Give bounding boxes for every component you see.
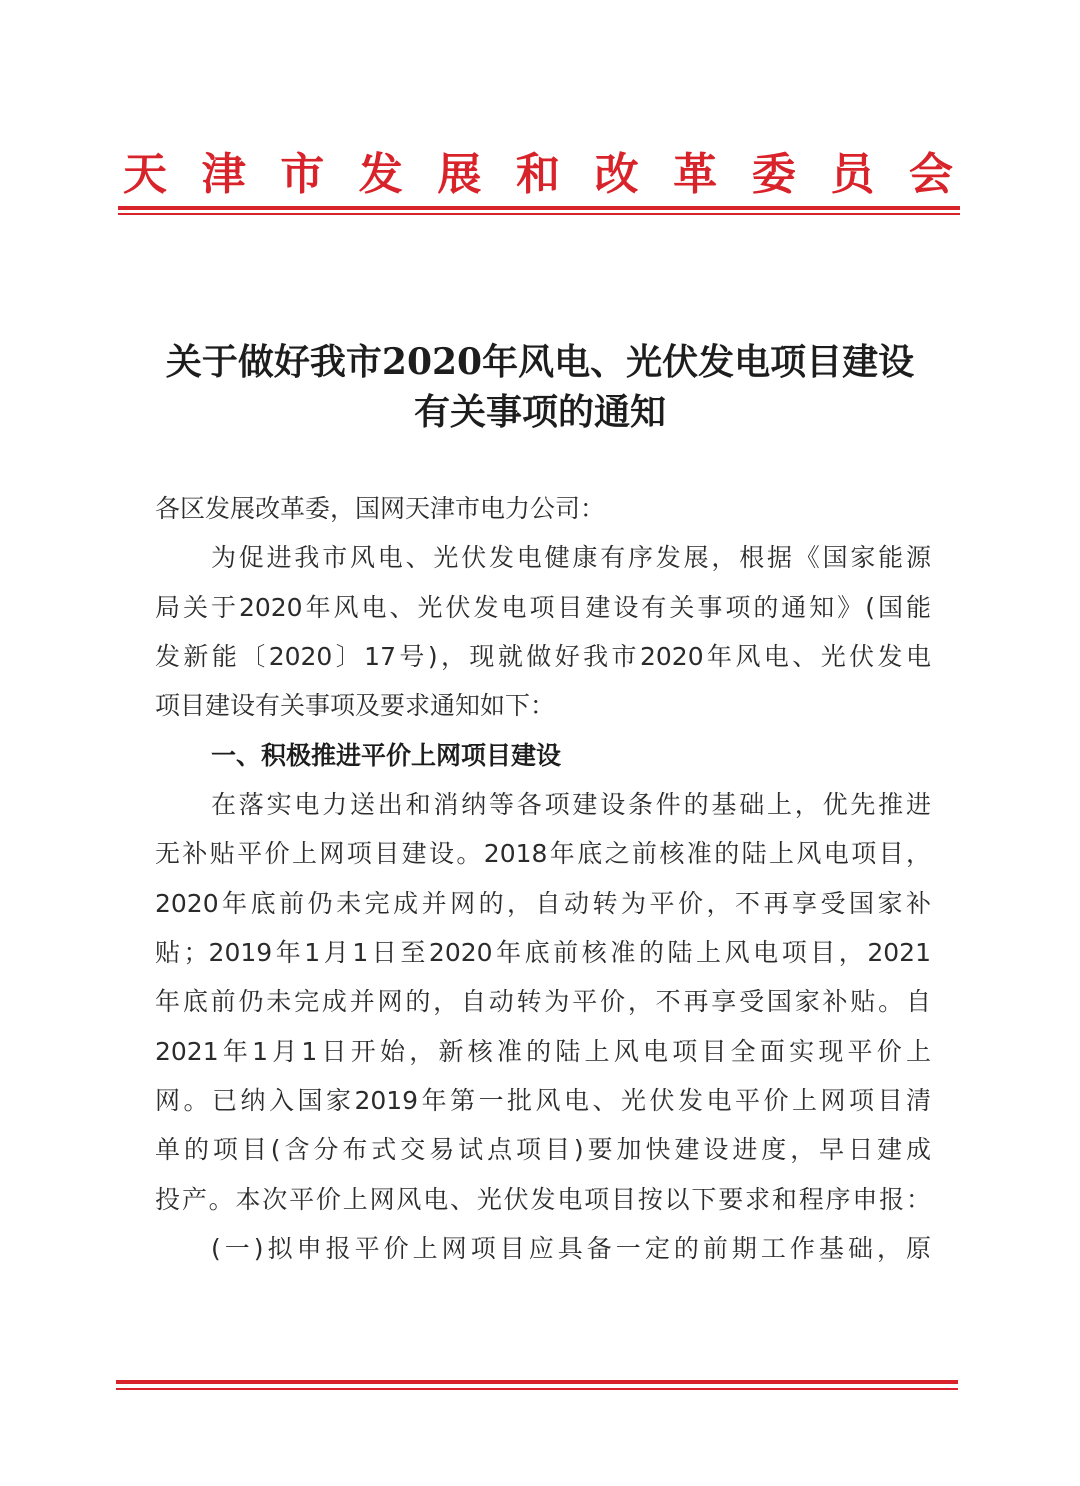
section-line: 年底前仍未完成并网的，自动转为平价，不再享受国家补贴。自 bbox=[155, 987, 931, 1016]
section-line: 贴；2019年1月1日至2020年底前核准的陆上风电项目，2021 bbox=[155, 938, 931, 967]
letterhead-char: 会 bbox=[908, 149, 953, 200]
letterhead-char: 改 bbox=[594, 149, 639, 200]
intro-line: 项目建设有关事项及要求通知如下： bbox=[155, 691, 556, 720]
letterhead-rule-thin bbox=[118, 213, 960, 215]
letterhead-char: 委 bbox=[751, 149, 796, 200]
footer-rule-thin bbox=[116, 1388, 958, 1390]
letterhead-rule-thick bbox=[118, 206, 960, 210]
section-line: 在落实电力送出和消纳等各项建设条件的基础上，优先推进 bbox=[211, 790, 931, 819]
letterhead-char: 员 bbox=[830, 149, 875, 200]
letterhead-char: 发 bbox=[358, 149, 403, 200]
letterhead-char: 市 bbox=[280, 149, 325, 200]
letterhead-char: 展 bbox=[437, 149, 482, 200]
letterhead-org-name bbox=[118, 140, 958, 210]
section-line: 无补贴平价上网项目建设。2018年底之前核准的陆上风电项目， bbox=[155, 839, 931, 868]
recipients: 各区发展改革委，国网天津市电力公司： bbox=[155, 494, 606, 523]
letterhead-char: 天 bbox=[123, 149, 167, 200]
letterhead-char: 津 bbox=[201, 149, 246, 200]
intro-line: 发新能〔2020〕17号)，现就做好我市2020年风电、光伏发电 bbox=[155, 642, 931, 671]
section-line: 2021年1月1日开始，新核准的陆上风电项目全面实现平价上 bbox=[155, 1037, 931, 1066]
section-line: 单的项目(含分布式交易试点项目)要加快建设进度，早日建成 bbox=[155, 1135, 931, 1164]
section-line: 2020年底前仍未完成并网的，自动转为平价，不再享受国家补 bbox=[155, 889, 931, 918]
section-line: 网。已纳入国家2019年第一批风电、光伏发电平价上网项目清 bbox=[155, 1086, 931, 1115]
section-heading: 一、积极推进平价上网项目建设 bbox=[211, 741, 562, 770]
intro-line: 为促进我市风电、光伏发电健康有序发展，根据《国家能源 bbox=[211, 543, 931, 572]
section-item-line: (一)拟申报平价上网项目应具备一定的前期工作基础，原 bbox=[211, 1234, 931, 1263]
footer-rule-thick bbox=[116, 1380, 958, 1384]
section-line: 投产。本次平价上网风电、光伏发电项目按以下要求和程序申报： bbox=[155, 1185, 931, 1214]
letterhead-char: 革 bbox=[673, 149, 718, 200]
letterhead-char: 和 bbox=[515, 149, 560, 200]
document-title-line1: 关于做好我市2020年风电、光伏发电项目建设 bbox=[165, 341, 915, 383]
intro-line: 局关于2020年风电、光伏发电项目建设有关事项的通知》(国能 bbox=[155, 593, 931, 622]
document-title-line2: 有关事项的通知 bbox=[413, 391, 666, 433]
